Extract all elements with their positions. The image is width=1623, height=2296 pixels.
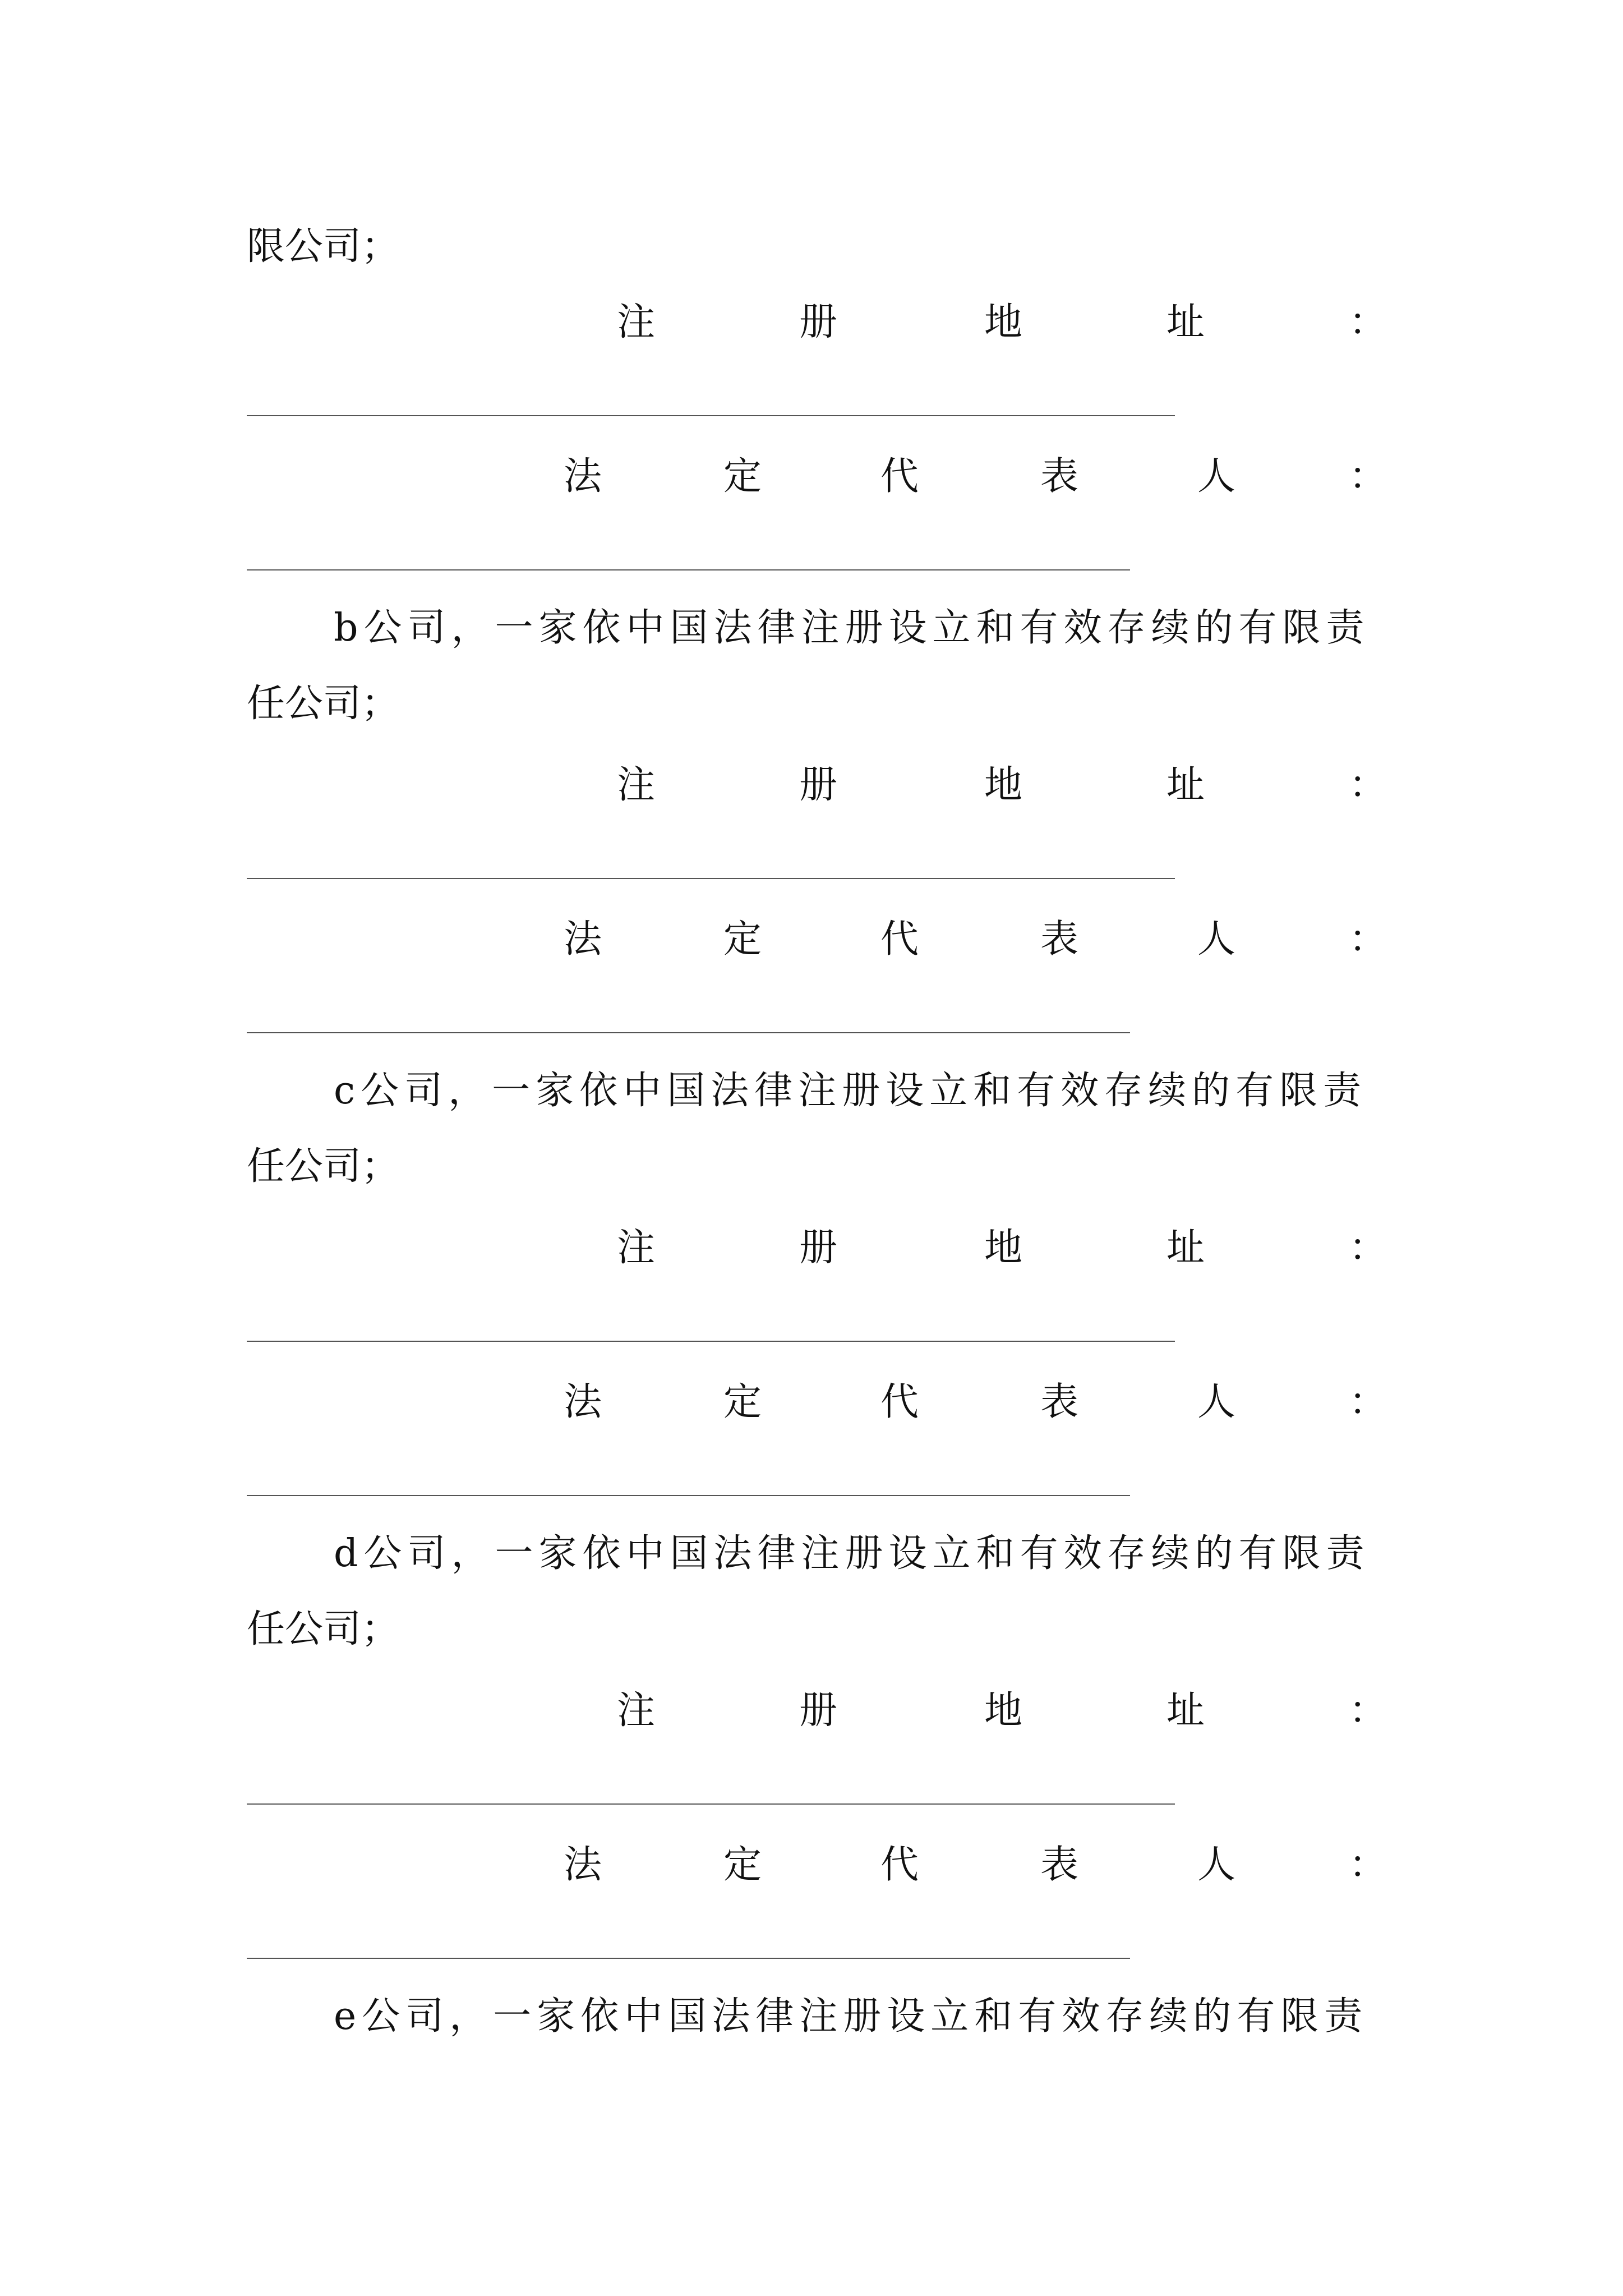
legal-rep-label-char: 表 <box>1040 1380 1079 1424</box>
legal-rep-label-char: ： <box>1349 1843 1387 1887</box>
company-intro: c公司，一家依中国法律注册设立和有效存续的有限责 <box>334 1069 1367 1113</box>
legal-rep-label-char: 代 <box>880 454 919 499</box>
legal-rep-label-char: 法 <box>564 1380 602 1424</box>
legal-rep-label-char: 表 <box>1040 454 1079 499</box>
company-type-line: 任公司； <box>247 1144 400 1189</box>
opening-line: 限公司； <box>247 224 400 269</box>
address-label-char: 址 <box>1166 763 1205 807</box>
company-intro: d公司，一家依中国法律注册设立和有效存续的有限责 <box>334 1531 1370 1576</box>
address-label-char: ： <box>1349 300 1387 344</box>
legal-rep-label-char: ： <box>1349 1380 1387 1424</box>
address-label-char: 册 <box>799 1226 838 1270</box>
address-label-char: 址 <box>1166 1226 1205 1270</box>
legal-rep-label-char: 定 <box>723 454 762 499</box>
legal-rep-label-char: 代 <box>880 917 919 961</box>
address-label-char: 址 <box>1166 1688 1205 1733</box>
address-blank-line <box>247 1341 1175 1342</box>
legal-rep-label-char: 人 <box>1197 1843 1236 1887</box>
legal-rep-label-char: 法 <box>564 917 602 961</box>
legal-rep-label-char: 人 <box>1197 454 1236 499</box>
company-intro: b公司，一家依中国法律注册设立和有效存续的有限责 <box>334 606 1370 650</box>
legal-rep-label-char: 代 <box>880 1380 919 1424</box>
legal-rep-blank-line <box>247 1495 1130 1496</box>
address-label-char: 地 <box>984 1226 1023 1270</box>
legal-rep-label-char: 定 <box>723 1843 762 1887</box>
legal-rep-label-char: 表 <box>1040 1843 1079 1887</box>
legal-rep-label-char: 定 <box>723 1380 762 1424</box>
address-label-char: 注 <box>617 1688 656 1733</box>
legal-rep-label-char: ： <box>1349 917 1387 961</box>
address-label-char: 地 <box>984 300 1023 344</box>
legal-rep-blank-line <box>247 1032 1130 1033</box>
legal-rep-label-char: ： <box>1349 454 1387 499</box>
legal-rep-label-char: 法 <box>564 454 602 499</box>
legal-rep-label-char: 人 <box>1197 917 1236 961</box>
address-label-char: ： <box>1349 1688 1387 1733</box>
address-label-char: 册 <box>799 763 838 807</box>
company-intro: e公司，一家依中国法律注册设立和有效存续的有限责 <box>334 1994 1368 2039</box>
legal-rep-blank-line <box>247 569 1130 570</box>
legal-rep-label-char: 人 <box>1197 1380 1236 1424</box>
address-blank-line <box>247 1803 1175 1805</box>
address-label-char: 地 <box>984 763 1023 807</box>
address-label-char: 册 <box>799 300 838 344</box>
address-label-char: ： <box>1349 1226 1387 1270</box>
address-label-char: 注 <box>617 763 656 807</box>
address-label-char: 册 <box>799 1688 838 1733</box>
address-label-char: ： <box>1349 763 1387 807</box>
legal-rep-label-char: 代 <box>880 1843 919 1887</box>
legal-rep-label-char: 法 <box>564 1843 602 1887</box>
address-blank-line <box>247 415 1175 416</box>
address-label-char: 址 <box>1166 300 1205 344</box>
address-blank-line <box>247 878 1175 879</box>
legal-rep-label-char: 表 <box>1040 917 1079 961</box>
company-type-line: 任公司； <box>247 682 400 726</box>
address-label-char: 地 <box>984 1688 1023 1733</box>
legal-rep-blank-line <box>247 1958 1130 1959</box>
legal-rep-label-char: 定 <box>723 917 762 961</box>
company-type-line: 任公司； <box>247 1607 400 1651</box>
address-label-char: 注 <box>617 300 656 344</box>
address-label-char: 注 <box>617 1226 656 1270</box>
